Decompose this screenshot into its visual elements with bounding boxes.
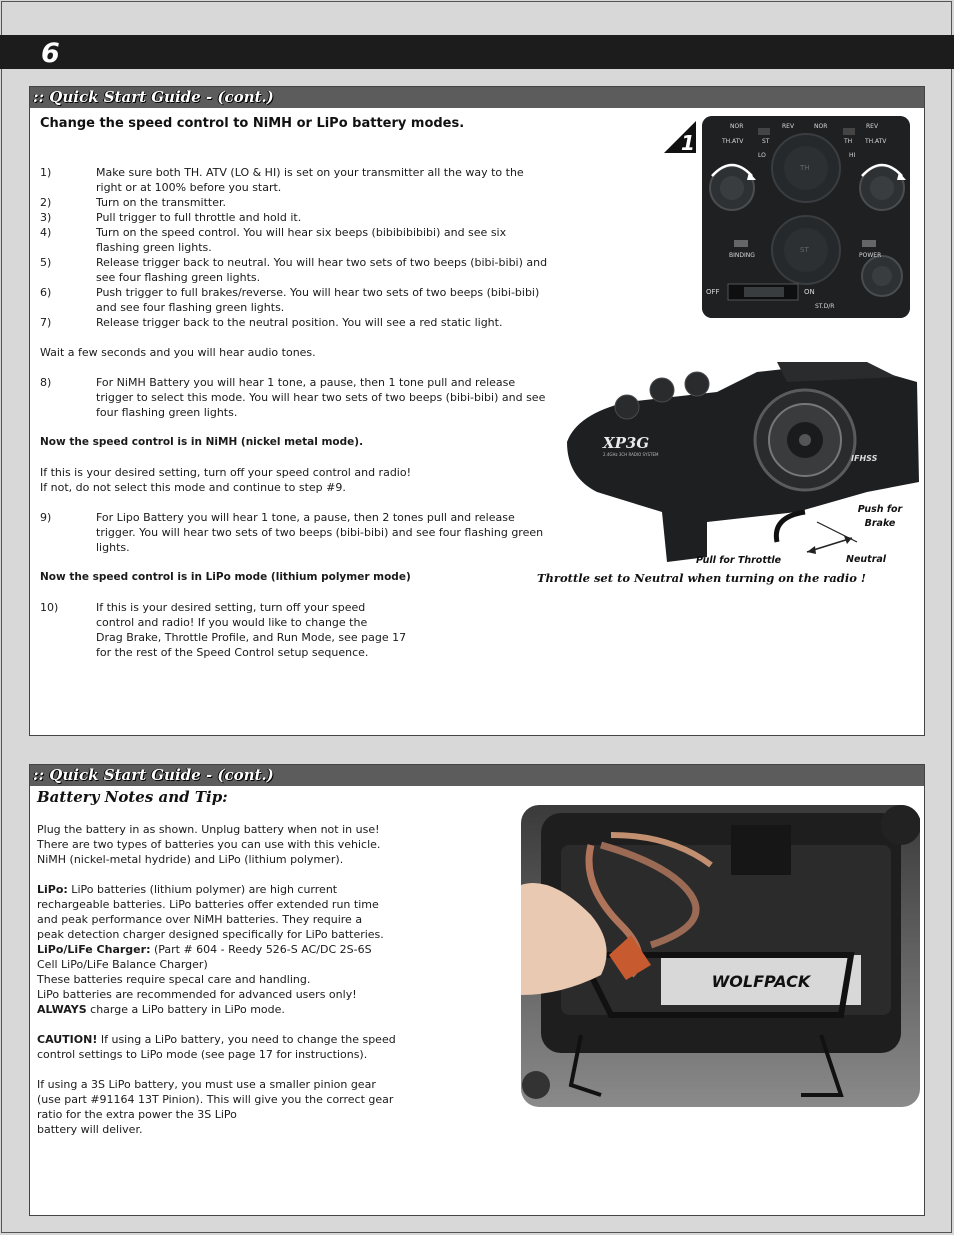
steps-list [40, 165, 550, 330]
pinion-line: If using a 3S LiPo battery, you must use a smaller pinion gear [37, 1078, 376, 1091]
lipo-text-line: rechargeable batteries. LiPo batteries offer extended run time [37, 898, 379, 911]
charger-label: LiPo/LiFe Charger: [37, 943, 151, 956]
step-text-line: for the rest of the Speed Control setup sequence. [96, 646, 369, 659]
section-title-bar [30, 87, 924, 108]
step-number: 6) [40, 286, 52, 299]
step-text: Push trigger to full brakes/reverse. You will hear two sets of two beeps (bibi-bibi) and see four flashing green lights. [96, 286, 540, 314]
step-text-line: Drag Brake, Throttle Profile, and Run Mode, see page 17 [96, 631, 407, 644]
lipo-text-line: and peak performance over NiMH batteries. They require a [37, 913, 363, 926]
lipo-mode-note: Now the speed control is in LiPo mode (lithium polymer mode) [40, 571, 411, 583]
step-6 [40, 285, 550, 315]
transmitter-subtitle: 2.4GHz 3CH RADIO SYSTEM [603, 452, 659, 457]
step-9 [40, 510, 550, 555]
step-1 [40, 165, 550, 195]
intro-line: Plug the battery in as shown. Unplug battery when not in use! [37, 823, 380, 836]
lipo-text-line: LiPo batteries (lithium polymer) are high current [67, 883, 338, 896]
photo-battery-label: WOLFPACK [711, 972, 811, 991]
brake-label: Brake [864, 518, 896, 529]
step-4 [40, 225, 550, 255]
pinion-line: battery will deliver. [37, 1123, 143, 1136]
charger-text-line-2: Cell LiPo/LiFe Balance Charger) [37, 958, 208, 971]
step-number: 2) [40, 196, 52, 209]
step-text: Turn on the speed control. You will hear six beeps (bibibibibibi) and see six flashing green lights. [96, 226, 507, 254]
step-number: 3) [40, 211, 52, 224]
speed-control-heading: Change the speed control to NiMH or LiPo battery modes. [40, 116, 465, 131]
panel-label-st: ST [762, 138, 770, 145]
figure-number-badge [662, 119, 698, 155]
step-10 [40, 600, 550, 660]
panel-label-off: OFF [706, 288, 720, 296]
lipo-text-line: peak detection charger designed specifically for LiPo batteries. [37, 928, 384, 941]
page-header-bar [0, 35, 954, 69]
step-number: 5) [40, 256, 52, 269]
section-title: :: Quick Start Guide - (cont.) [33, 88, 274, 106]
step-text-line: If this is your desired setting, turn off your speed [96, 601, 366, 614]
care-line-1: These batteries require specal care and handling. [37, 973, 311, 986]
step-text: For NiMH Battery you will hear 1 tone, a pause, then 1 tone pull and release trigger to select this mode. You will hear two sets of two beeps (bibi-bibi) and see four flashing green lights. [96, 376, 546, 419]
transmitter-side-image [567, 362, 927, 568]
panel-label-th-knob: TH [800, 164, 810, 172]
step-text: Make sure both TH. ATV (LO & HI) is set on your transmitter all the way to the right or at 100% before you start. [96, 166, 524, 194]
quick-start-section-battery-notes [29, 764, 925, 1216]
battery-notes-heading: Battery Notes and Tip: [37, 788, 228, 806]
transmitter-brand: XP3G [603, 434, 650, 452]
step-8 [40, 375, 550, 420]
caution-label: CAUTION! [37, 1033, 98, 1046]
step-number: 1) [40, 166, 52, 179]
step-number: 10) [40, 601, 59, 614]
intro-line: There are two types of batteries you can use with this vehicle. [37, 838, 381, 851]
step-number: 9) [40, 511, 52, 524]
panel-label-th: TH [844, 138, 853, 145]
transmitter-caption: Throttle set to Neutral when turning on the radio ! [537, 571, 866, 585]
step-text: Turn on the transmitter. [96, 196, 227, 209]
neutral-label: Neutral [846, 554, 887, 565]
figure-number: 1 [681, 131, 695, 155]
page-number: 6 [41, 38, 59, 69]
section-title: :: Quick Start Guide - (cont.) [33, 766, 274, 784]
quick-start-section-speed-control [29, 86, 925, 736]
panel-label-st-dr: ST.D/R [815, 303, 835, 310]
battery-installation-photo [521, 805, 920, 1107]
always-label: ALWAYS [37, 1003, 87, 1016]
panel-label-rev: REV [866, 123, 879, 130]
panel-label-power: POWER [859, 252, 882, 259]
care-line-2: LiPo batteries are recommended for advanced users only! [37, 988, 357, 1001]
battery-notes-text [37, 822, 517, 1137]
nimh-mode-note: Now the speed control is in NiMH (nickel metal mode). [40, 436, 364, 448]
lipo-label: LiPo: [37, 883, 68, 896]
transmitter-control-panel-image [702, 116, 910, 318]
panel-label-st-knob: ST [800, 246, 809, 254]
step-number: 4) [40, 226, 52, 239]
step-text: For Lipo Battery you will hear 1 tone, a pause, then 2 tones pull and release trigger. You will hear two sets of two beeps (bibi-bibi) and see four flashing green lights. [96, 511, 544, 554]
speed-control-steps [40, 165, 550, 660]
wait-text: Wait a few seconds and you will hear audio tones. [40, 346, 316, 359]
nimh-if-line-1: If this is your desired setting, turn off your speed control and radio! [40, 466, 411, 479]
caution-text: If using a LiPo battery, you need to change the speed [97, 1033, 396, 1046]
panel-label-nor: NOR [730, 123, 744, 130]
panel-label-rev: REV [782, 123, 795, 130]
intro-line: NiMH (nickel-metal hydride) and LiPo (lithium polymer). [37, 853, 344, 866]
pull-for-throttle-label: Pull for Throttle [696, 555, 782, 566]
step-text: Release trigger back to neutral. You will hear two sets of two beeps (bibi-bibi) and see four flashing green lights. [96, 256, 548, 284]
step-text: Release trigger back to the neutral position. You will see a red static light. [96, 316, 503, 329]
step-3 [40, 210, 550, 225]
pinion-line: ratio for the extra power the 3S LiPo [37, 1108, 237, 1121]
section-title-bar [30, 765, 924, 786]
nimh-if-line-2: If not, do not select this mode and continue to step #9. [40, 481, 346, 494]
panel-label-on: ON [804, 288, 815, 296]
step-7 [40, 315, 550, 330]
step-5 [40, 255, 550, 285]
charger-text: (Part # 604 - Reedy 526-S AC/DC 2S-6S [150, 943, 372, 956]
ifhss-badge: IFHSS [851, 454, 878, 463]
panel-label-th-atv: TH.ATV [865, 138, 887, 145]
panel-label-lo: LO [758, 152, 766, 159]
panel-label-th-atv: TH.ATV [722, 138, 744, 145]
step-2 [40, 195, 550, 210]
panel-label-binding: BINDING [729, 252, 755, 259]
always-text: charge a LiPo battery in LiPo mode. [86, 1003, 285, 1016]
push-for-label: Push for [857, 504, 903, 515]
step-text: Pull trigger to full throttle and hold it. [96, 211, 302, 224]
step-number: 7) [40, 316, 52, 329]
caution-text-line-2: control settings to LiPo mode (see page 17 for instructions). [37, 1048, 368, 1061]
panel-label-nor: NOR [814, 123, 828, 130]
step-text-line: control and radio! If you would like to change the [96, 616, 368, 629]
pinion-line: (use part #91164 13T Pinion). This will give you the correct gear [37, 1093, 394, 1106]
step-number: 8) [40, 376, 52, 389]
panel-label-hi: HI [849, 152, 856, 159]
